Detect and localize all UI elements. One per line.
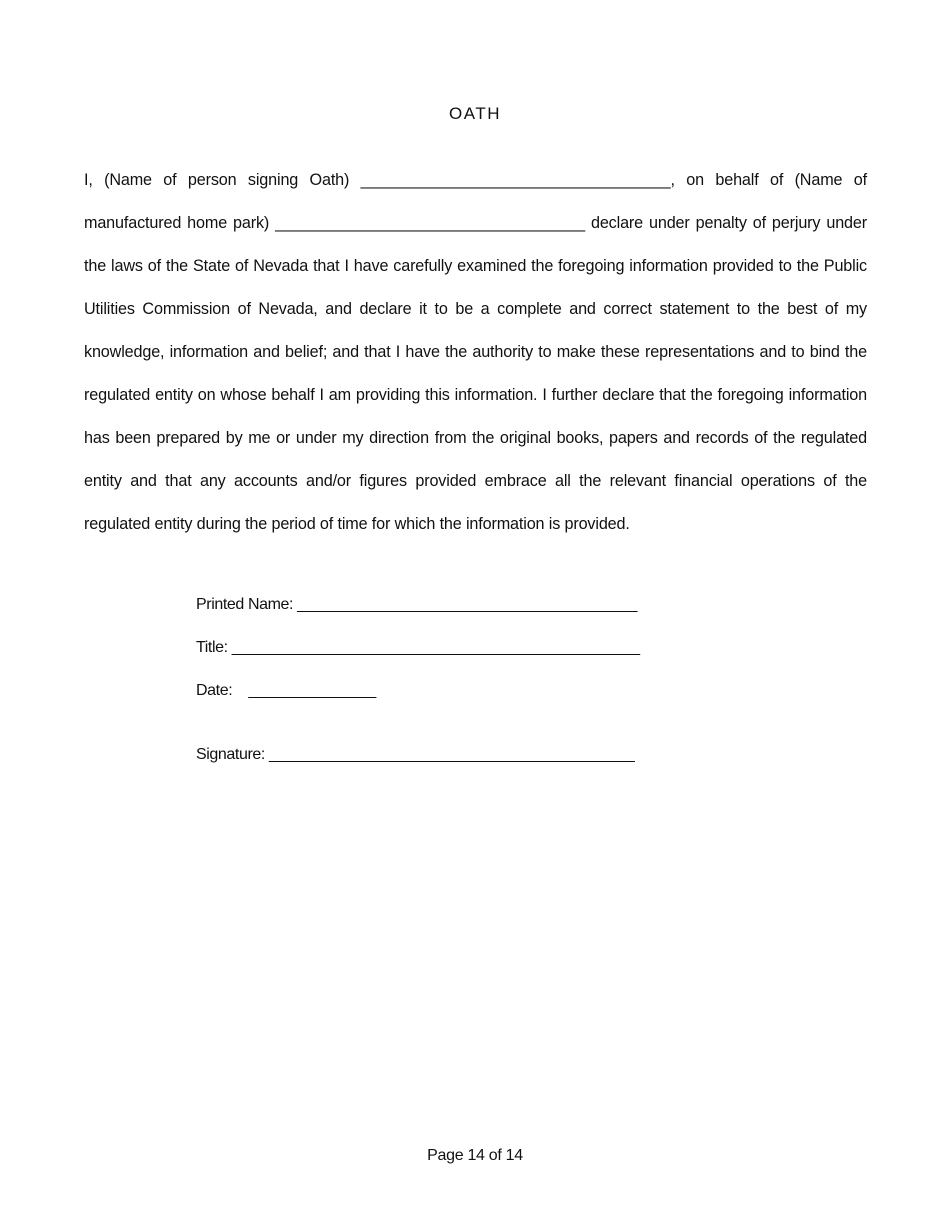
page-title: OATH: [449, 104, 501, 123]
page-number: Page 14 of 14: [427, 1147, 523, 1164]
printed-name-line: Printed Name: ________________________________________: [196, 596, 638, 613]
oath-paragraph: I, (Name of person signing Oath) ___________________________________, on behalf of (Name of manufactured home park) ___________________________________ declare under penalty of perjury under the laws of the State of Nevada that I have carefully examined the foregoing information provided to the Public Utilities Commission of Nevada, and declare it to be a complete and correct statement to the best of my knowledge, information and belief; and that I have the authority to make these representations and to bind the regulated entity on whose behalf I am providing this information. I further declare that the foregoing information has been prepared by me or under my direction from the original books, papers and records of the regulated entity and that any accounts and/or figures provided embrace all the relevant financial operations of the regulated entity during the period of time for which the information is provided.: [84, 171, 867, 533]
signature-line: Signature: ___________________________________________: [196, 746, 635, 763]
title-line: Title: ________________________________________________: [196, 639, 640, 656]
date-line: Date: _______________: [196, 682, 376, 699]
